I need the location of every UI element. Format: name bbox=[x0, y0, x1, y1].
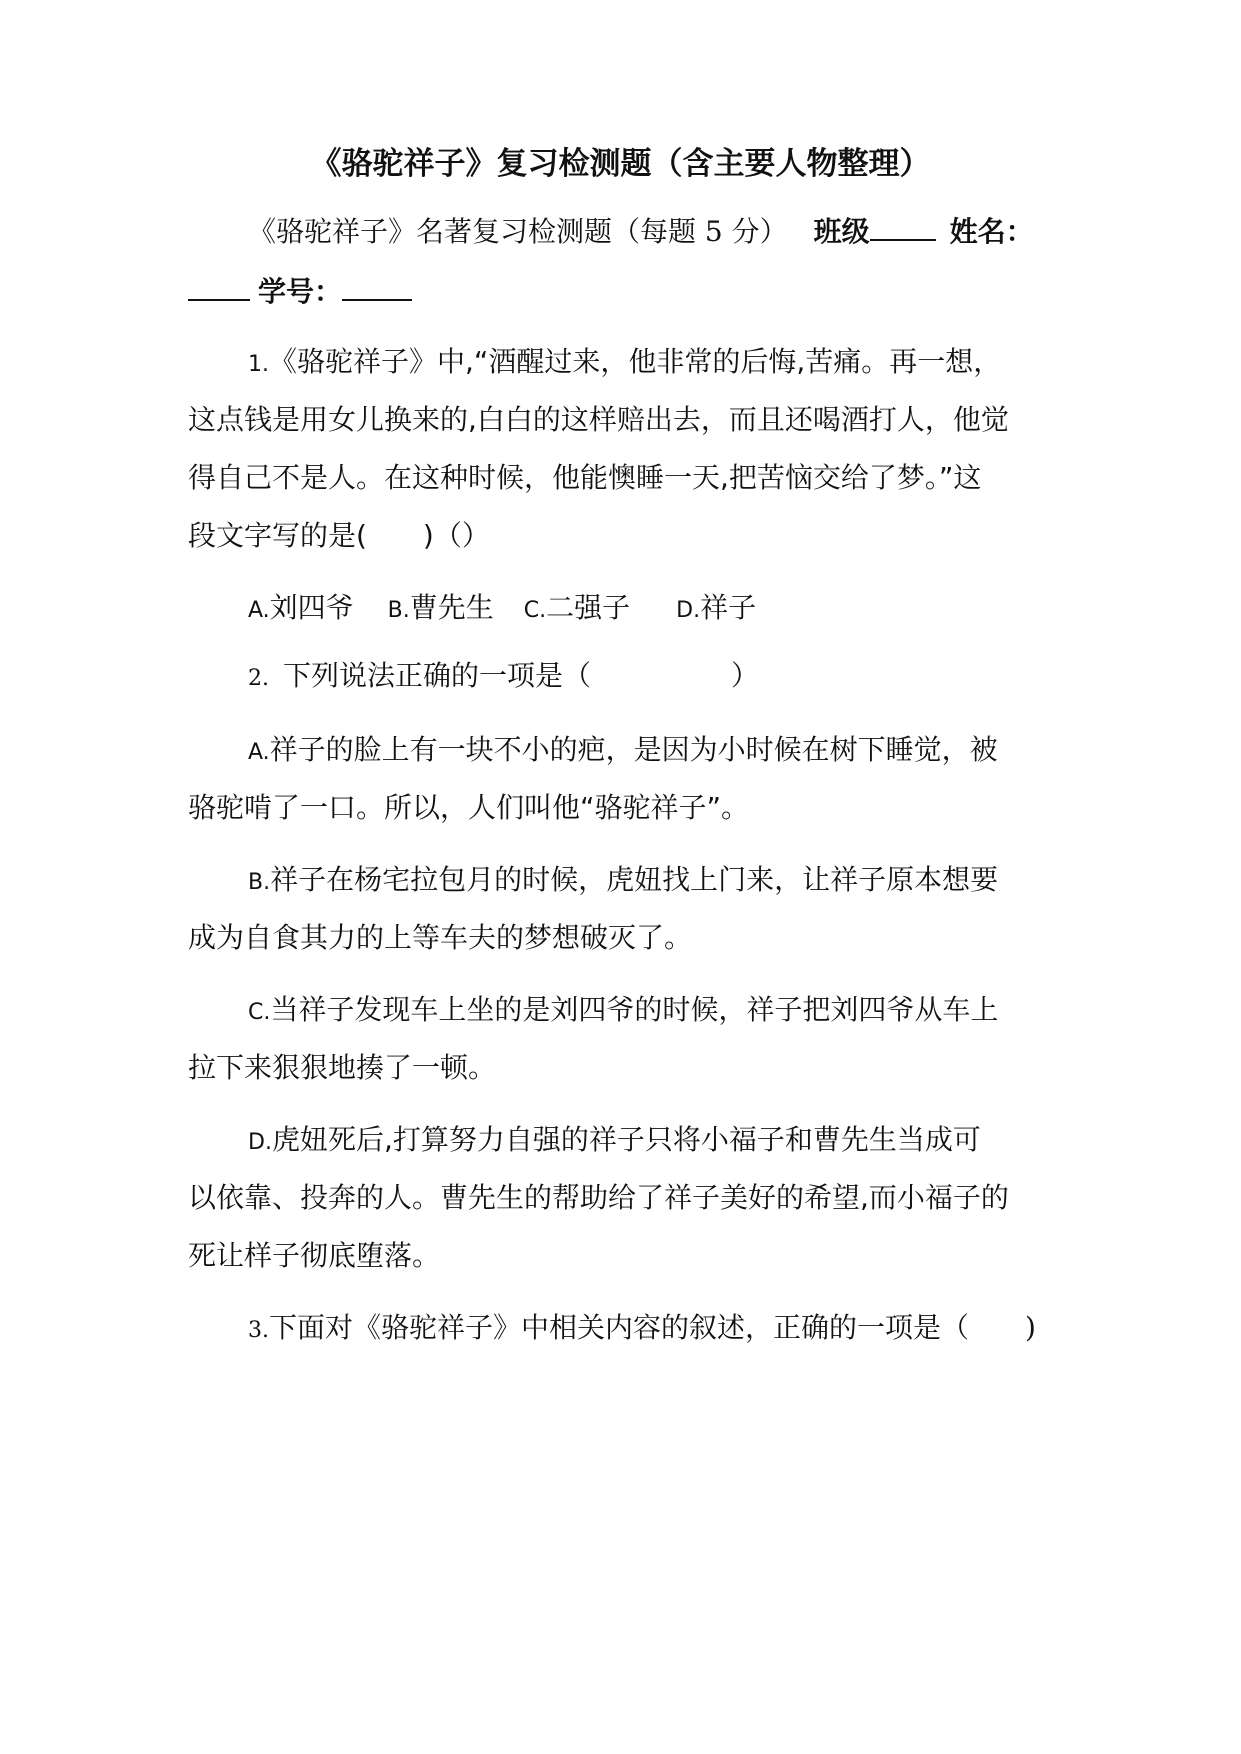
page-title: 《骆驼祥子》复习检测题（含主要人物整理） bbox=[310, 146, 931, 182]
q1-number: 1. bbox=[248, 352, 269, 377]
q1-option-b[interactable]: B.曹先生 bbox=[387, 591, 494, 624]
class-label: 班级 bbox=[813, 215, 870, 248]
id-label: 学号： bbox=[258, 275, 343, 308]
q1-line-2: 这点钱是用女儿换来的,白白的这样赔出去，而且还喝酒打人，他觉 bbox=[188, 403, 1009, 436]
class-blank[interactable] bbox=[870, 238, 936, 241]
q2-number: 2. bbox=[248, 666, 269, 691]
test-header-cont bbox=[188, 272, 1068, 312]
q2-option-d-cont-2: 死让样子彻底堕落。 bbox=[188, 1239, 441, 1272]
q2-option-c[interactable]: C.当祥子发现车上坐的是刘四爷的时候，祥子把刘四爷从车上 bbox=[248, 993, 999, 1026]
id-blank[interactable] bbox=[342, 298, 412, 301]
q1-line-3: 得自己不是人。在这种时候，他能懊睡一天,把苦恼交给了梦。”这 bbox=[188, 461, 982, 494]
q1-options bbox=[248, 588, 1128, 631]
q2-option-a[interactable]: A.祥子的脸上有一块不小的疤，是因为小时候在树下睡觉，被 bbox=[248, 733, 998, 766]
name-label: 姓名： bbox=[949, 215, 1034, 248]
q2-option-d[interactable]: D.虎妞死后,打算努力自强的祥子只将小福子和曹先生当成可 bbox=[248, 1123, 981, 1156]
q2-option-a-cont: 骆驼啃了一口。所以，人们叫他“骆驼祥子”。 bbox=[188, 791, 750, 824]
name-blank[interactable] bbox=[188, 298, 250, 301]
q2-stem: 2. 下列说法正确的一项是（ ） bbox=[248, 659, 760, 692]
q2-option-b-cont: 成为自食其力的上等车夫的梦想破灭了。 bbox=[188, 921, 693, 954]
test-name: 《骆驼祥子》名著复习检测题（每题 5 分） bbox=[248, 215, 788, 248]
q2-option-b[interactable]: B.祥子在杨宅拉包月的时候，虎妞找上门来，让祥子原本想要 bbox=[248, 863, 999, 896]
q2-option-d-cont-1: 以依靠、投奔的人。曹先生的帮助给了祥子美好的希望,而小福子的 bbox=[188, 1181, 1009, 1214]
q1-line-4: 段文字写的是( )（） bbox=[188, 519, 490, 552]
test-header bbox=[248, 212, 1128, 252]
q1-option-c[interactable]: C.二强子 bbox=[523, 591, 631, 624]
q3-number: 3. bbox=[248, 1318, 269, 1343]
q1-line-1: 1.《骆驼祥子》中,“酒醒过来，他非常的后悔,苦痛。再一想， bbox=[248, 345, 1002, 378]
q1-option-d[interactable]: D.祥子 bbox=[676, 591, 757, 624]
q2-option-c-cont: 拉下来狠狠地揍了一顿。 bbox=[188, 1051, 497, 1084]
q3-stem: 3.下面对《骆驼祥子》中相关内容的叙述，正确的一项是（ ) bbox=[248, 1311, 1036, 1344]
q1-option-a[interactable]: A.刘四爷 bbox=[248, 591, 354, 624]
